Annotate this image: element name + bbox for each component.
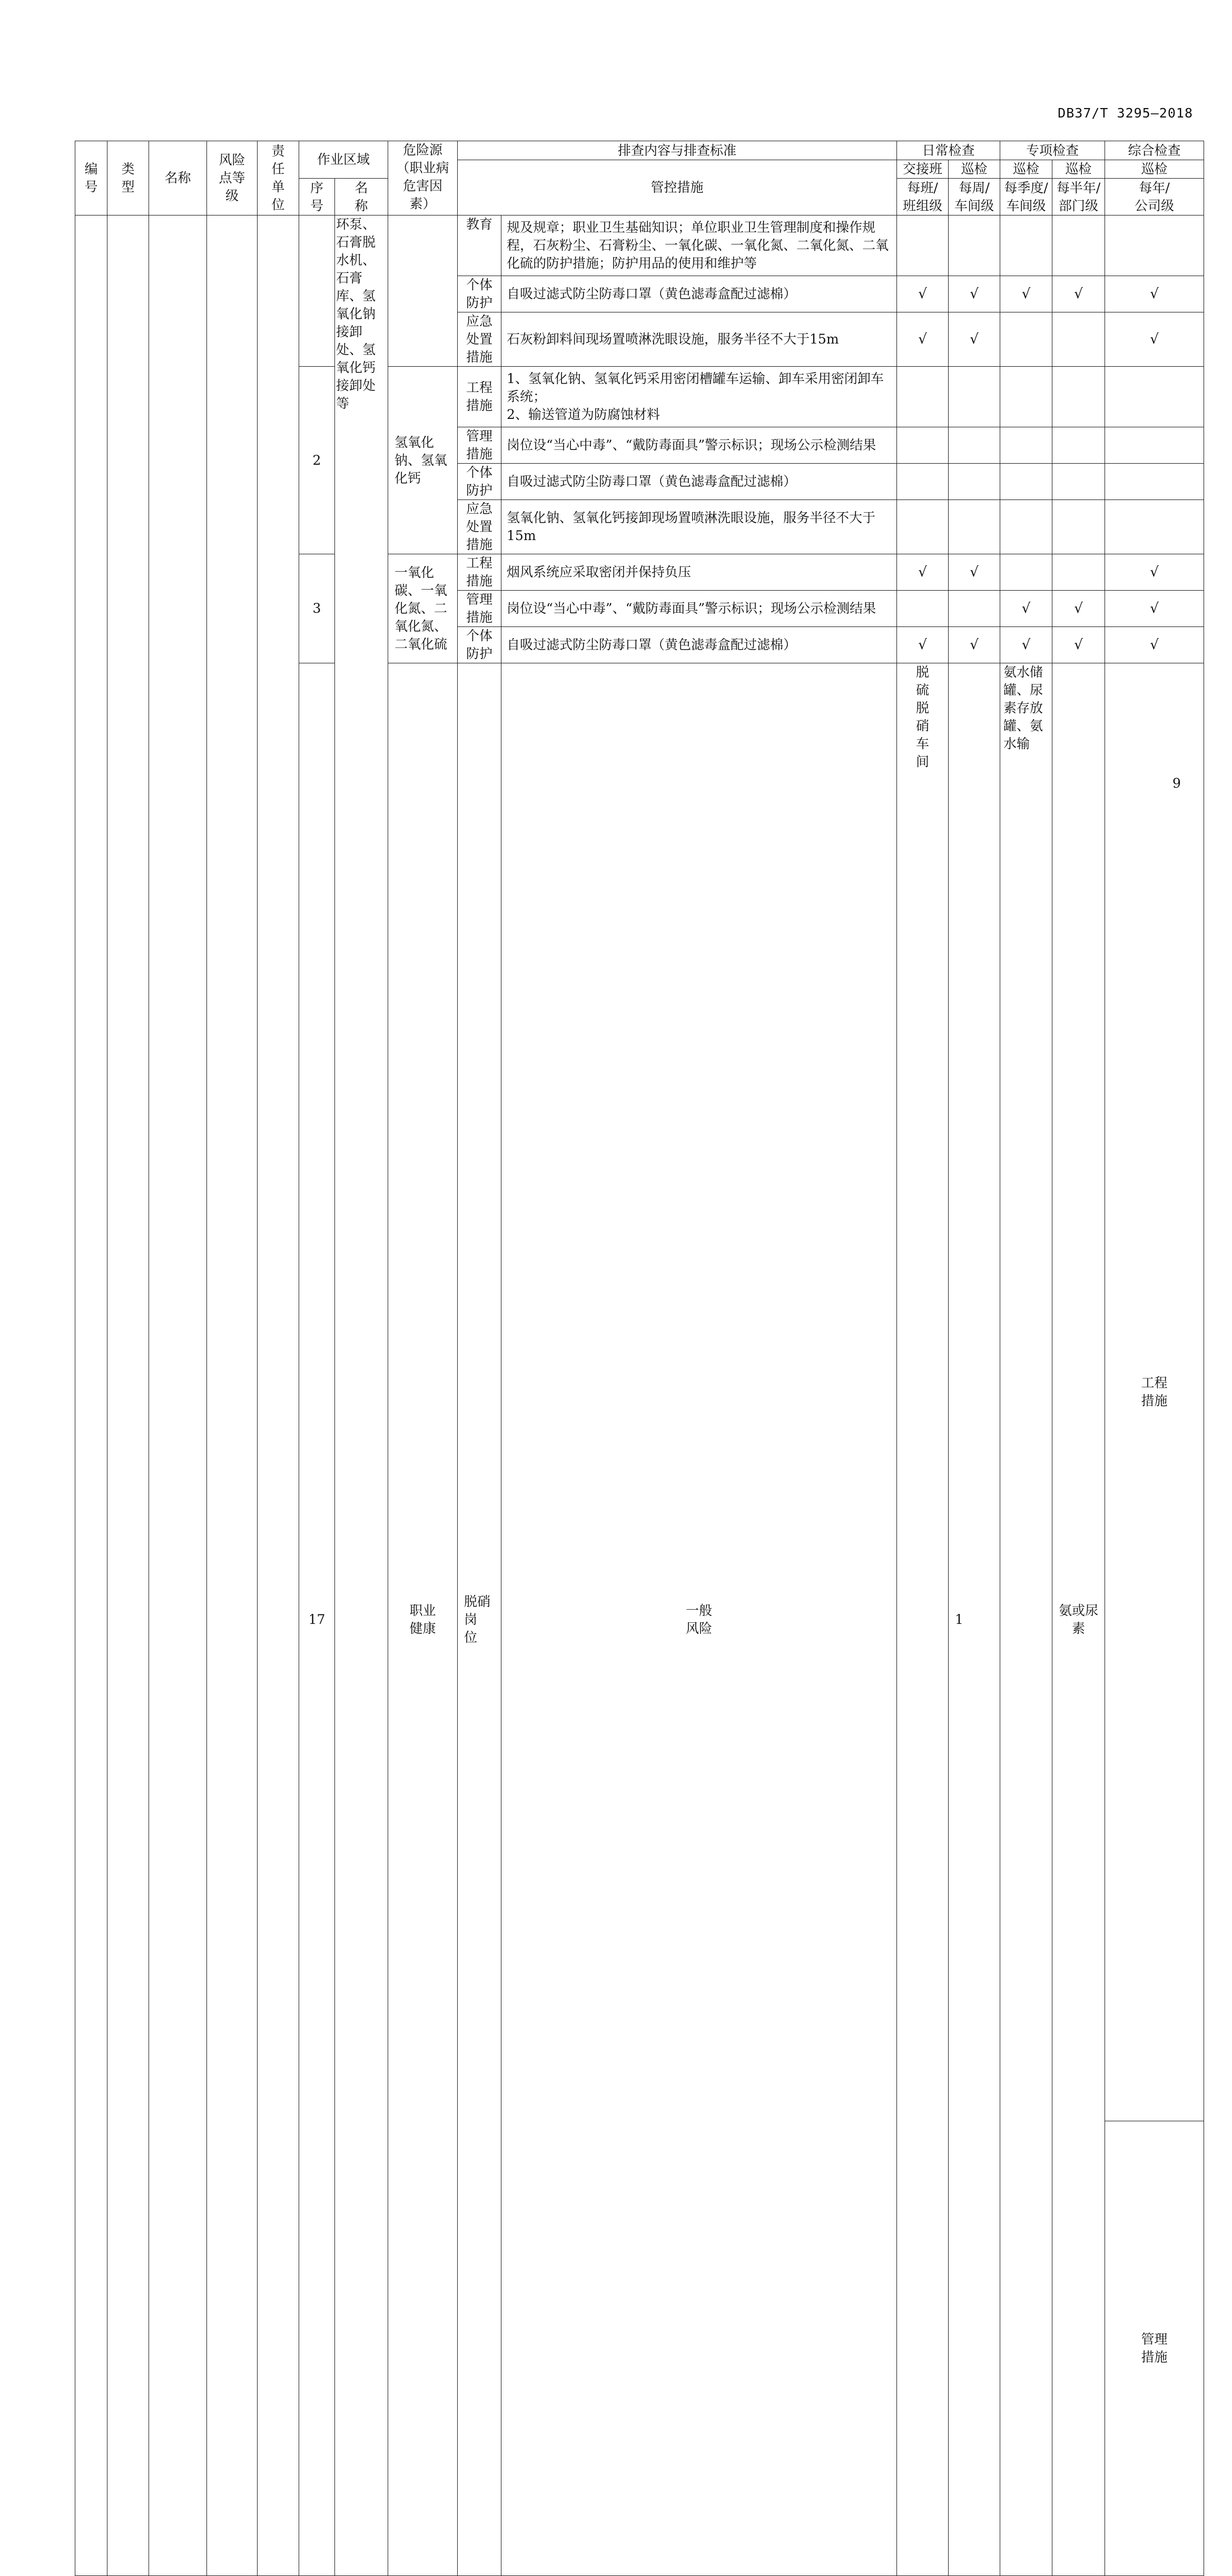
header-freq-4: 每半年/ 部门级: [1052, 179, 1105, 216]
check-mark: √: [1000, 591, 1052, 627]
header-daily: 日常检查: [897, 141, 1000, 160]
header-id: 编号: [75, 141, 107, 216]
check-mark: √: [1052, 591, 1105, 627]
header-work-area: 作业区域: [299, 141, 388, 179]
check-mark: √: [1000, 276, 1052, 312]
check-mark: √: [1052, 627, 1105, 663]
check-mark: √: [897, 627, 949, 663]
header-sub-handover: 交接班: [897, 160, 949, 179]
check-mark: √: [949, 312, 1000, 367]
seq-number: 3: [299, 554, 335, 663]
measure-text: 岗位设“当心中毒”、“戴防毒面具”警示标识；现场公示检测结果: [501, 427, 897, 464]
check-mark: √: [949, 627, 1000, 663]
header-unit: 责 任 单 位: [258, 141, 299, 216]
header-freq-5: 每年/ 公司级: [1105, 179, 1204, 216]
measure-category: 个体 防护: [458, 464, 501, 500]
measure-text: 自吸过滤式防尘防毒口罩（黄色滤毒盒配过滤棉）: [501, 627, 897, 663]
seq-number: 2: [299, 367, 335, 554]
header-sub-patrol-2: 巡检: [1000, 160, 1052, 179]
check-mark: √: [897, 276, 949, 312]
work-area-name: 环泵、石膏脱水机、石膏库、氢氧化钠接卸处、氢氧化钙接卸处等: [335, 216, 388, 2576]
measure-category: 管理 措施: [458, 427, 501, 464]
inspection-table: [75, 141, 1204, 2576]
header-name: 名称: [149, 141, 207, 216]
item-area: 氨水储罐、尿素存放罐、氨水输: [1000, 663, 1052, 2576]
measure-text: 石灰粉卸料间现场置喷淋洗眼设施，服务半径不大于15m: [501, 312, 897, 367]
check-mark: √: [1000, 627, 1052, 663]
check-mark: √: [897, 554, 949, 591]
measure-text: 岗位设“当心中毒”、“戴防毒面具”警示标识；现场公示检测结果: [501, 591, 897, 627]
check-mark: √: [1105, 627, 1204, 663]
header-comprehensive: 综合检查: [1105, 141, 1204, 160]
check-mark: √: [1105, 312, 1204, 367]
header-freq-1: 每班/ 班组级: [897, 179, 949, 216]
check-mark: √: [949, 276, 1000, 312]
measure-category: 个体 防护: [458, 627, 501, 663]
header-hazard: 危险源 （职业病 危害因 素）: [388, 141, 458, 216]
measure-category: 工程 措施: [1105, 663, 1204, 2121]
measure-category: 应急 处置 措施: [458, 500, 501, 554]
measure-category: 个体 防护: [458, 276, 501, 312]
measure-category: 工程 措施: [458, 367, 501, 427]
header-seq: 序 号: [299, 179, 335, 216]
measure-category: 管理 措施: [458, 591, 501, 627]
item-name: 脱硝岗 位: [458, 663, 501, 2576]
hazard-name: 一氧化碳、一氧化氮、二氧化氮、二氧化硫: [388, 554, 458, 663]
measure-text: 1、氢氧化钠、氢氧化钙采用密闭槽罐车运输、卸车采用密闭卸车系统； 2、输送管道为防腐蚀材料: [501, 367, 897, 427]
document-code: DB37/T 3295—2018: [1058, 105, 1193, 121]
header-special: 专项检查: [1000, 141, 1105, 160]
page-number: 9: [1172, 776, 1181, 791]
item-id: 17: [299, 663, 335, 2576]
header-freq-3: 每季度/ 车间级: [1000, 179, 1052, 216]
header-sub-patrol-1: 巡检: [949, 160, 1000, 179]
measure-text: 氢氧化钠、氢氧化钙接卸现场置喷淋洗眼设施，服务半径不大于15m: [501, 500, 897, 554]
measure-category: 应急 处置 措施: [458, 312, 501, 367]
measure-category: 工程 措施: [458, 554, 501, 591]
check-mark: √: [949, 554, 1000, 591]
header-measure: 管控措施: [458, 160, 897, 216]
item-seq: 1: [949, 663, 1000, 2576]
item-risk-level: 一般 风险: [501, 663, 897, 2576]
header-area-name: 名 称: [335, 179, 388, 216]
check-mark: √: [1105, 276, 1204, 312]
header-freq-2: 每周/ 车间级: [949, 179, 1000, 216]
check-mark: √: [897, 312, 949, 367]
measure-text: 规及规章；职业卫生基础知识；单位职业卫生管理制度和操作规程，石灰粉尘、石膏粉尘、一氧化碳、一氧化氮、二氧化氮、二氧化硫的防护措施；防护用品的使用和维护等: [501, 216, 897, 276]
measure-text: 自吸过滤式防尘防毒口罩（黄色滤毒盒配过滤棉）: [501, 464, 897, 500]
check-mark: √: [1105, 591, 1204, 627]
header-sub-patrol-4: 巡检: [1105, 160, 1204, 179]
header-standard: 排查内容与排查标准: [458, 141, 897, 160]
check-mark: √: [1052, 276, 1105, 312]
header-type: 类 型: [107, 141, 149, 216]
measure-category: 教育: [458, 216, 501, 276]
check-mark: √: [1105, 554, 1204, 591]
hazard-name: 氢氧化钠、氢氧化钙: [388, 367, 458, 554]
header-sub-patrol-3: 巡检: [1052, 160, 1105, 179]
item-unit: 脱 硫 脱 硝 车 间: [897, 663, 949, 2576]
item-hazard: 氨或尿素: [1052, 663, 1105, 2576]
item-type: 职业 健康: [388, 663, 458, 2576]
measure-text: 自吸过滤式防尘防毒口罩（黄色滤毒盒配过滤棉）: [501, 276, 897, 312]
measure-text: 烟风系统应采取密闭并保持负压: [501, 554, 897, 591]
header-risk-level: 风险 点等 级: [207, 141, 258, 216]
measure-category: 管理 措施: [1105, 2121, 1204, 2576]
